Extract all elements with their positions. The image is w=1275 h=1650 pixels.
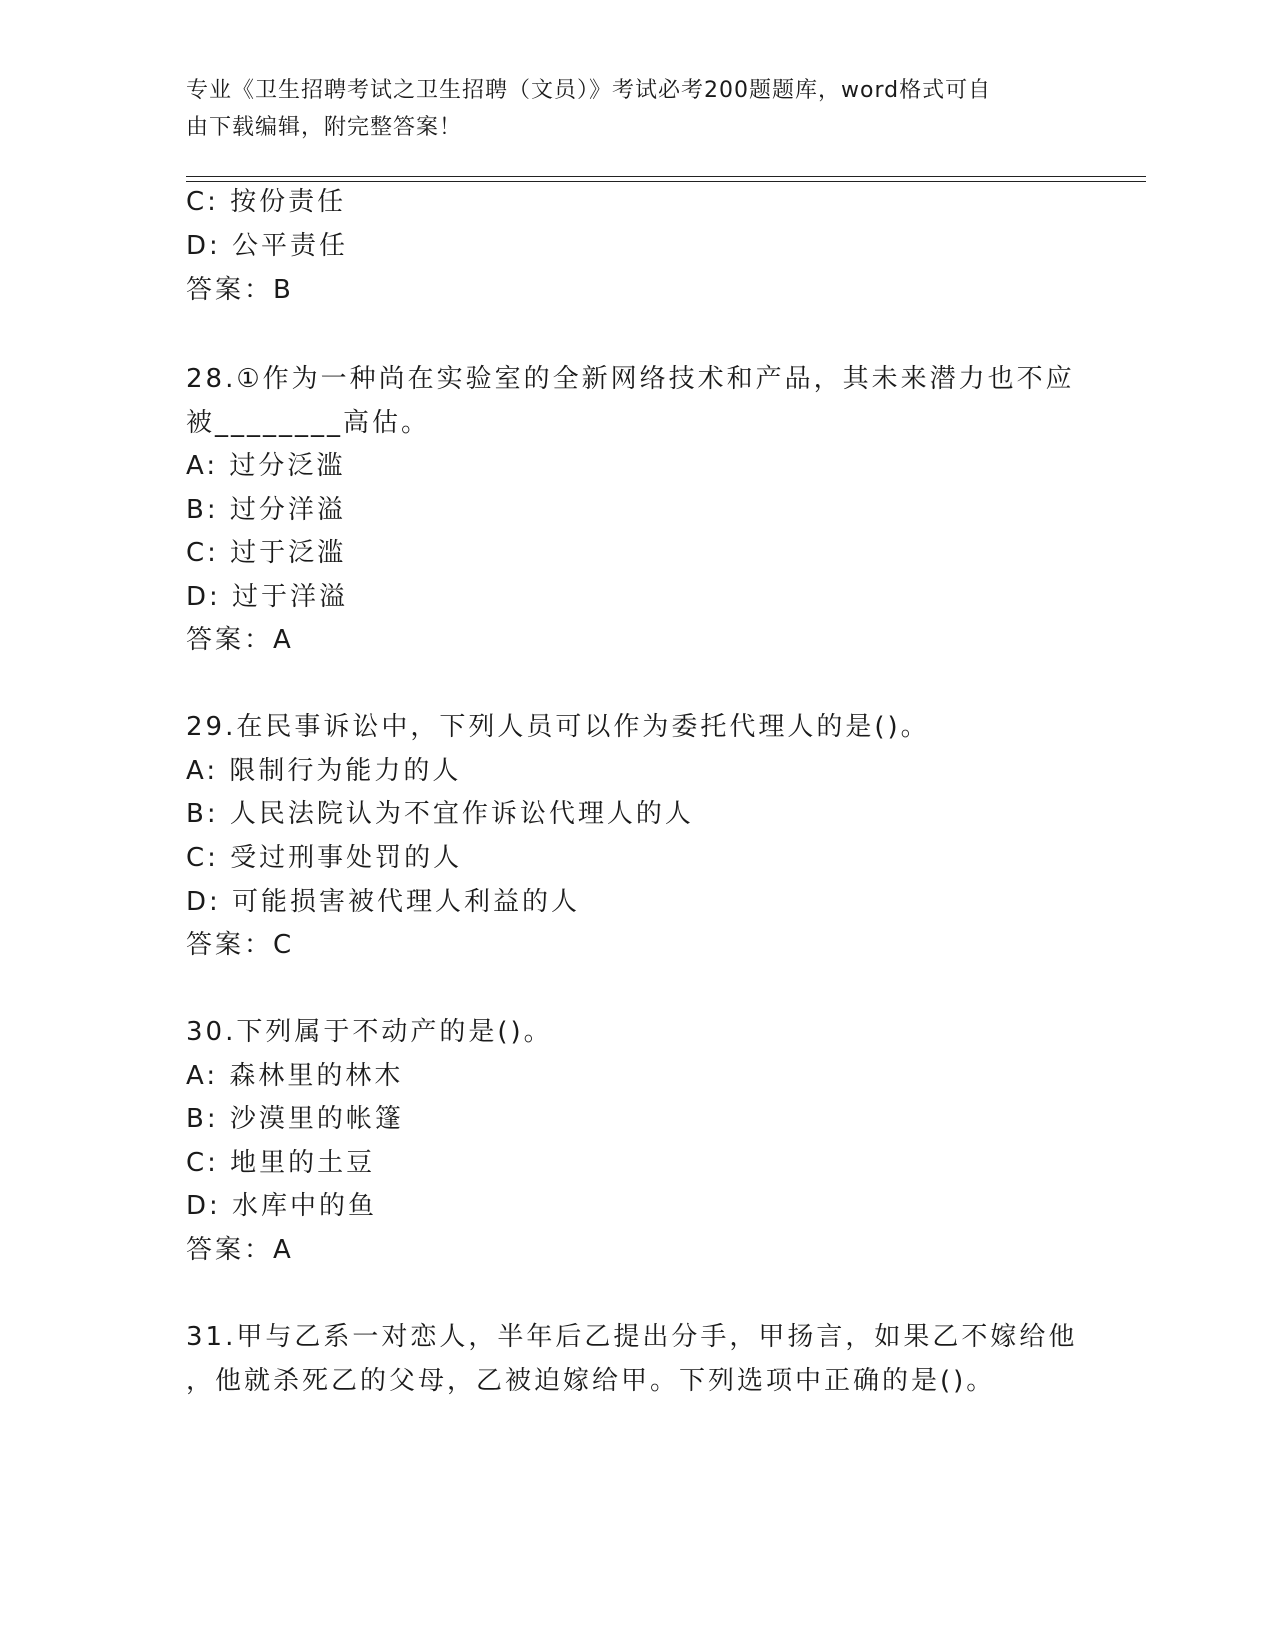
- q28-option-d: D: 过于洋溢: [186, 582, 349, 612]
- q29-option-c: C: 受过刑事处罚的人: [186, 843, 463, 873]
- q30-option-c: C: 地里的土豆: [186, 1148, 376, 1178]
- q30-option-d: D: 水库中的鱼: [186, 1191, 378, 1221]
- q31-stem-line-2: ，他就杀死乙的父母，乙被迫嫁给甲。下列选项中正确的是()。: [186, 1366, 996, 1396]
- q29-option-b: B: 人民法院认为不宜作诉讼代理人的人: [186, 799, 694, 829]
- document-header: [186, 72, 1066, 146]
- prev-option-d: D: 公平责任: [186, 231, 349, 261]
- prev-answer: 答案：B: [186, 275, 294, 305]
- header-line-2: 由下载编辑，附完整答案！: [186, 115, 463, 140]
- q30-answer: 答案：A: [186, 1235, 294, 1265]
- q30-option-a: A: 森林里的林木: [186, 1061, 404, 1091]
- prev-option-c: C: 按份责任: [186, 187, 347, 217]
- q30-option-b: B: 沙漠里的帐篷: [186, 1104, 404, 1134]
- q29-option-d: D: 可能损害被代理人利益的人: [186, 887, 581, 917]
- q28-stem-line-1: 28.①作为一种尚在实验室的全新网络技术和产品，其未来潜力也不应: [186, 364, 1075, 394]
- q29-stem-line-1: 29.在民事诉讼中，下列人员可以作为委托代理人的是()。: [186, 712, 930, 742]
- header-line-1: 专业《卫生招聘考试之卫生招聘（文员）》考试必考200题题库，word格式可自: [186, 78, 992, 103]
- q29-option-a: A: 限制行为能力的人: [186, 756, 462, 786]
- q28-option-c: C: 过于泛滥: [186, 538, 347, 568]
- q28-stem-line-2: 被________高估。: [186, 408, 431, 438]
- q28-option-a: A: 过分泛滥: [186, 451, 346, 481]
- q31-stem-line-1: 31.甲与乙系一对恋人，半年后乙提出分手，甲扬言，如果乙不嫁给他: [186, 1322, 1078, 1352]
- header-double-rule: [186, 176, 1146, 182]
- q28-option-b: B: 过分洋溢: [186, 495, 346, 525]
- q29-answer: 答案：C: [186, 930, 295, 960]
- q30-stem-line-1: 30.下列属于不动产的是()。: [186, 1017, 553, 1047]
- q28-answer: 答案：A: [186, 625, 294, 655]
